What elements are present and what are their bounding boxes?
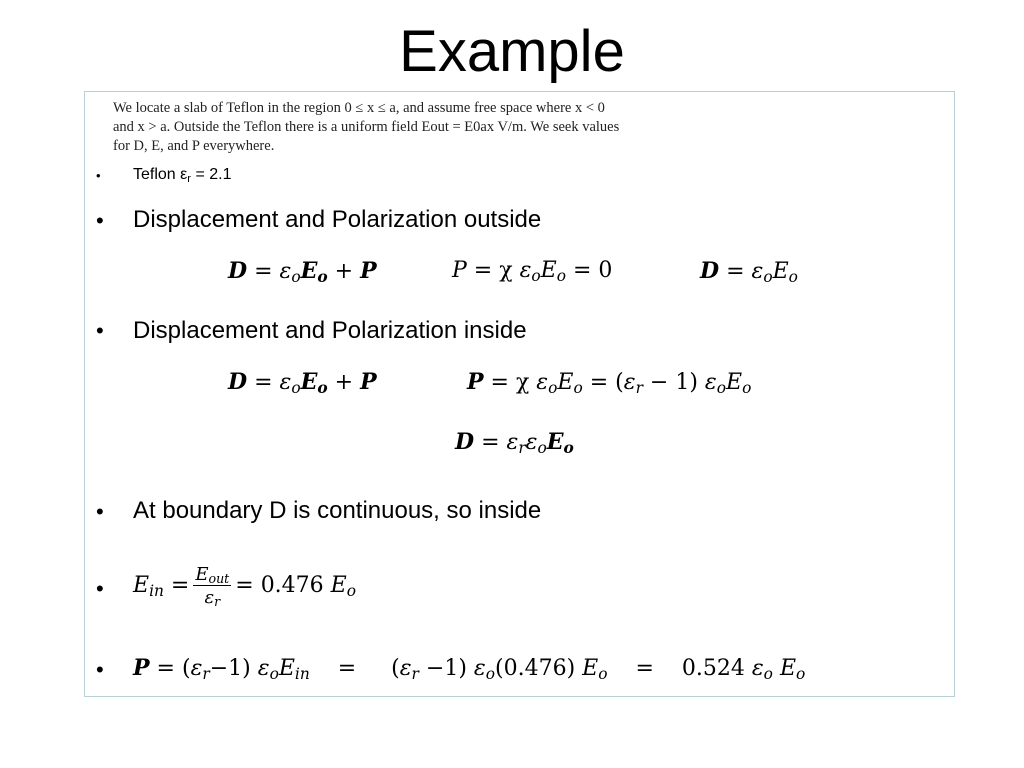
p-factor: 0.524: [681, 656, 745, 681]
equation-inside-p: P = χ $\varepsilon_oE_o = (\varepsilon_r - 1)$ $\varepsilon_oE_o$: [467, 369, 752, 397]
teflon-sub: r: [187, 172, 192, 185]
bullet-dot: •: [96, 499, 104, 524]
problem-line-3: for D, E, and P everywhere.: [113, 138, 275, 154]
bullet-dot: •: [96, 657, 104, 682]
bullet-dot: •: [96, 208, 104, 233]
equation-p-final: $P = (\varepsilon_r-1)$ $\varepsilon_oE_{in}$ = $(\varepsilon_r -1)$ $\varepsilon_o(0.476)$ $E_o$ = 0.524 $\varepsilon_o$ $E_o$: [133, 655, 806, 683]
teflon-permittivity: [133, 166, 232, 184]
problem-line-1: We locate a slab of Teflon in the region 0 ≤ x ≤ a, and assume free space where x < 0: [113, 100, 605, 116]
equation-outside-d2: $D = \varepsilon_oE_o$: [700, 258, 798, 286]
equation-inside-d: $D = \varepsilon_oE_o + P$: [228, 369, 377, 397]
bullet-outside: Displacement and Polarization outside: [133, 206, 542, 233]
bullet-inside: Displacement and Polarization inside: [133, 317, 527, 344]
bullet-dot: •: [96, 576, 104, 601]
bullet-boundary: At boundary D is continuous, so inside: [133, 497, 542, 524]
teflon-value: = 2.1: [191, 166, 232, 183]
bullet-dot: •: [96, 318, 104, 343]
problem-statement: [113, 99, 733, 156]
equation-outside-d: $D = \varepsilon_oE_o + P$: [228, 258, 377, 286]
problem-line-2: and x > a. Outside the Teflon there is a uniform field Eout = E0ax V/m. We seek values: [113, 119, 620, 135]
bullet-dot: •: [96, 168, 101, 183]
equation-e-in: $E_{in}$ = $\frac{E_{out}}{\varepsilon_r}$ = 0.476 $E_o$: [133, 564, 357, 610]
p-ein-factor: 0.476: [503, 656, 567, 681]
equation-inside-d2: $D = \varepsilon_r\varepsilon_oE_o$: [455, 429, 574, 457]
slide-title: Example: [399, 19, 625, 84]
e-in-factor: 0.476: [260, 573, 324, 598]
equation-outside-p: P = χ $\varepsilon_oE_o = 0$: [452, 258, 613, 285]
teflon-label: Teflon ε: [133, 166, 188, 183]
